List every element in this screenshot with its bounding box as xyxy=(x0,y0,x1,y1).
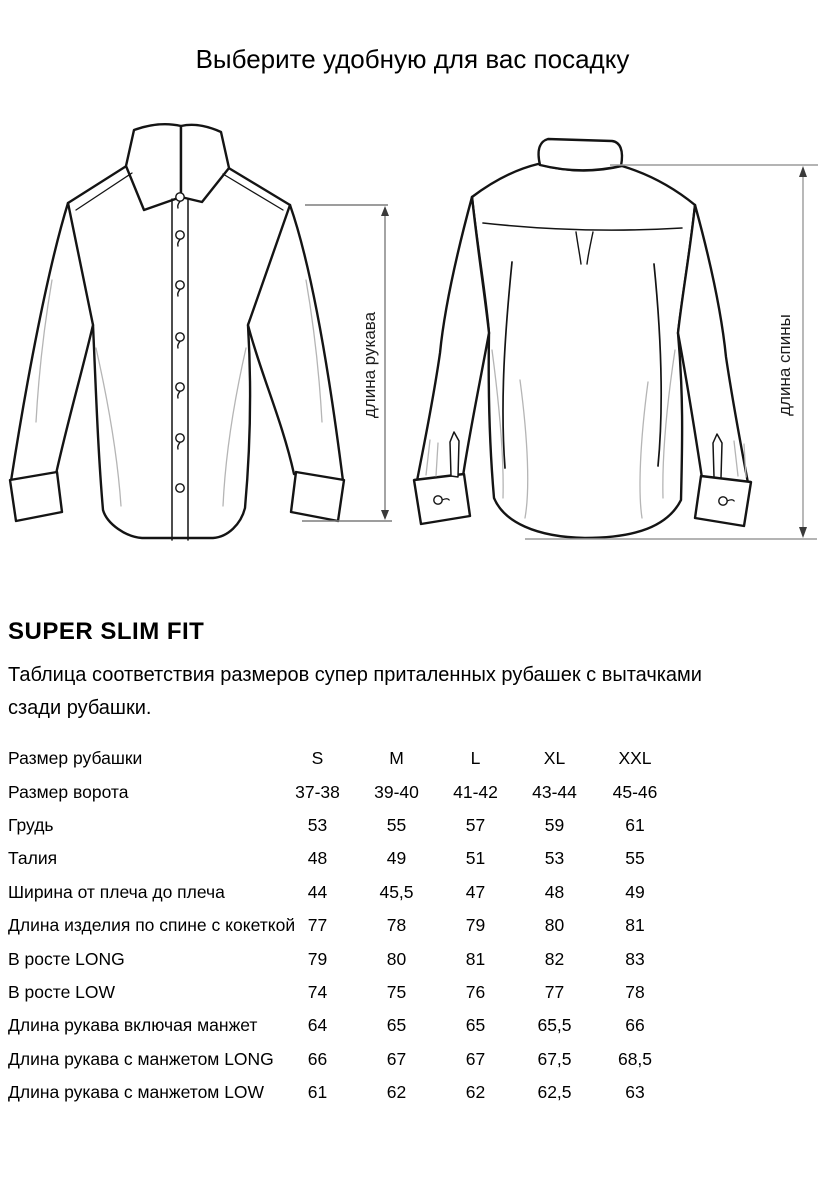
cell: 74 xyxy=(307,981,328,1002)
cell: 47 xyxy=(465,881,486,902)
cell: 43-44 xyxy=(532,781,577,802)
shirt-fit-diagram xyxy=(0,110,825,570)
sleeve-length-label: длина рукава xyxy=(360,311,379,419)
cell: 49 xyxy=(625,881,645,902)
row-label: Размер ворота xyxy=(8,781,129,802)
cell: 82 xyxy=(544,948,565,969)
cell: 65 xyxy=(465,1015,486,1036)
table-row xyxy=(8,976,676,1009)
cell: 80 xyxy=(386,948,407,969)
front-left-cuff xyxy=(10,472,62,521)
size-col-xl: XL xyxy=(543,748,566,769)
table-row xyxy=(8,842,676,875)
row-label: Длина рукава с манжетом LONG xyxy=(8,1048,274,1069)
cell: 78 xyxy=(625,981,645,1002)
size-table-header-label: Размер рубашки xyxy=(8,748,143,769)
cell: 62 xyxy=(465,1082,486,1103)
cell: 80 xyxy=(544,915,565,936)
cell: 48 xyxy=(307,848,328,869)
cell: 63 xyxy=(625,1082,645,1103)
cell: 67,5 xyxy=(537,1048,572,1069)
shirt-back-drawing xyxy=(414,139,751,538)
cell: 44 xyxy=(307,881,328,902)
cell: 41-42 xyxy=(453,781,498,802)
cell: 39-40 xyxy=(374,781,419,802)
table-row xyxy=(8,909,676,942)
table-row xyxy=(8,942,676,975)
cell: 57 xyxy=(465,814,486,835)
cell: 65 xyxy=(386,1015,407,1036)
cell: 77 xyxy=(544,981,565,1002)
size-table-header-row xyxy=(8,742,676,775)
cell: 55 xyxy=(386,814,407,835)
table-row xyxy=(8,775,676,808)
cell: 81 xyxy=(625,915,645,936)
size-col-s: S xyxy=(311,748,324,769)
cell: 64 xyxy=(307,1015,328,1036)
cell: 61 xyxy=(307,1082,328,1103)
row-label: Длина рукава с манжетом LOW xyxy=(8,1082,265,1103)
cell: 48 xyxy=(544,881,565,902)
cell: 61 xyxy=(625,814,645,835)
page-title: Выберите удобную для вас посадку xyxy=(195,44,630,74)
row-label: Ширина от плеча до плеча xyxy=(8,881,225,902)
size-table xyxy=(8,742,676,1109)
cell: 59 xyxy=(544,814,565,835)
cell: 83 xyxy=(625,948,645,969)
cell: 45-46 xyxy=(612,781,658,802)
cell: 37-38 xyxy=(295,781,340,802)
cell: 53 xyxy=(307,814,328,835)
size-col-l: L xyxy=(470,748,481,769)
size-col-m: M xyxy=(389,748,404,769)
cell: 65,5 xyxy=(537,1015,572,1036)
shirt-front-drawing xyxy=(10,124,344,540)
cell: 75 xyxy=(386,981,407,1002)
cell: 53 xyxy=(544,848,565,869)
row-label: Грудь xyxy=(8,814,54,835)
cell: 79 xyxy=(307,948,328,969)
cell: 55 xyxy=(625,848,645,869)
table-row xyxy=(8,1043,676,1076)
fit-section-description: Таблица соответствия размеров супер приталенных рубашек с вытачками сзади рубашки. xyxy=(8,664,702,719)
cell: 51 xyxy=(465,848,486,869)
cell: 78 xyxy=(386,915,407,936)
back-collar xyxy=(539,139,622,170)
cell: 67 xyxy=(386,1048,407,1069)
row-label: Длина рукава включая манжет xyxy=(8,1015,258,1036)
cell: 66 xyxy=(307,1048,328,1069)
cell: 62,5 xyxy=(537,1082,572,1103)
cell: 45,5 xyxy=(379,881,414,902)
cell: 81 xyxy=(465,948,486,969)
cell: 68,5 xyxy=(617,1048,653,1069)
cell: 66 xyxy=(625,1015,645,1036)
row-label: В росте LOW xyxy=(8,981,116,1002)
cell: 76 xyxy=(465,981,486,1002)
cell: 49 xyxy=(386,848,407,869)
table-row xyxy=(8,809,676,842)
table-row xyxy=(8,876,676,909)
table-row xyxy=(8,1076,676,1109)
back-length-label: длина спины xyxy=(775,314,794,416)
cell: 77 xyxy=(307,915,328,936)
cell: 62 xyxy=(386,1082,407,1103)
table-row xyxy=(8,1009,676,1042)
row-label: Длина изделия по спине с кокеткой xyxy=(8,915,296,936)
row-label: Талия xyxy=(8,848,58,869)
front-right-cuff xyxy=(291,472,344,521)
cell: 79 xyxy=(465,915,486,936)
cell: 67 xyxy=(465,1048,486,1069)
fit-section-heading: SUPER SLIM FIT xyxy=(8,618,205,645)
size-col-xxl: XXL xyxy=(618,748,652,769)
row-label: В росте LONG xyxy=(8,948,125,969)
